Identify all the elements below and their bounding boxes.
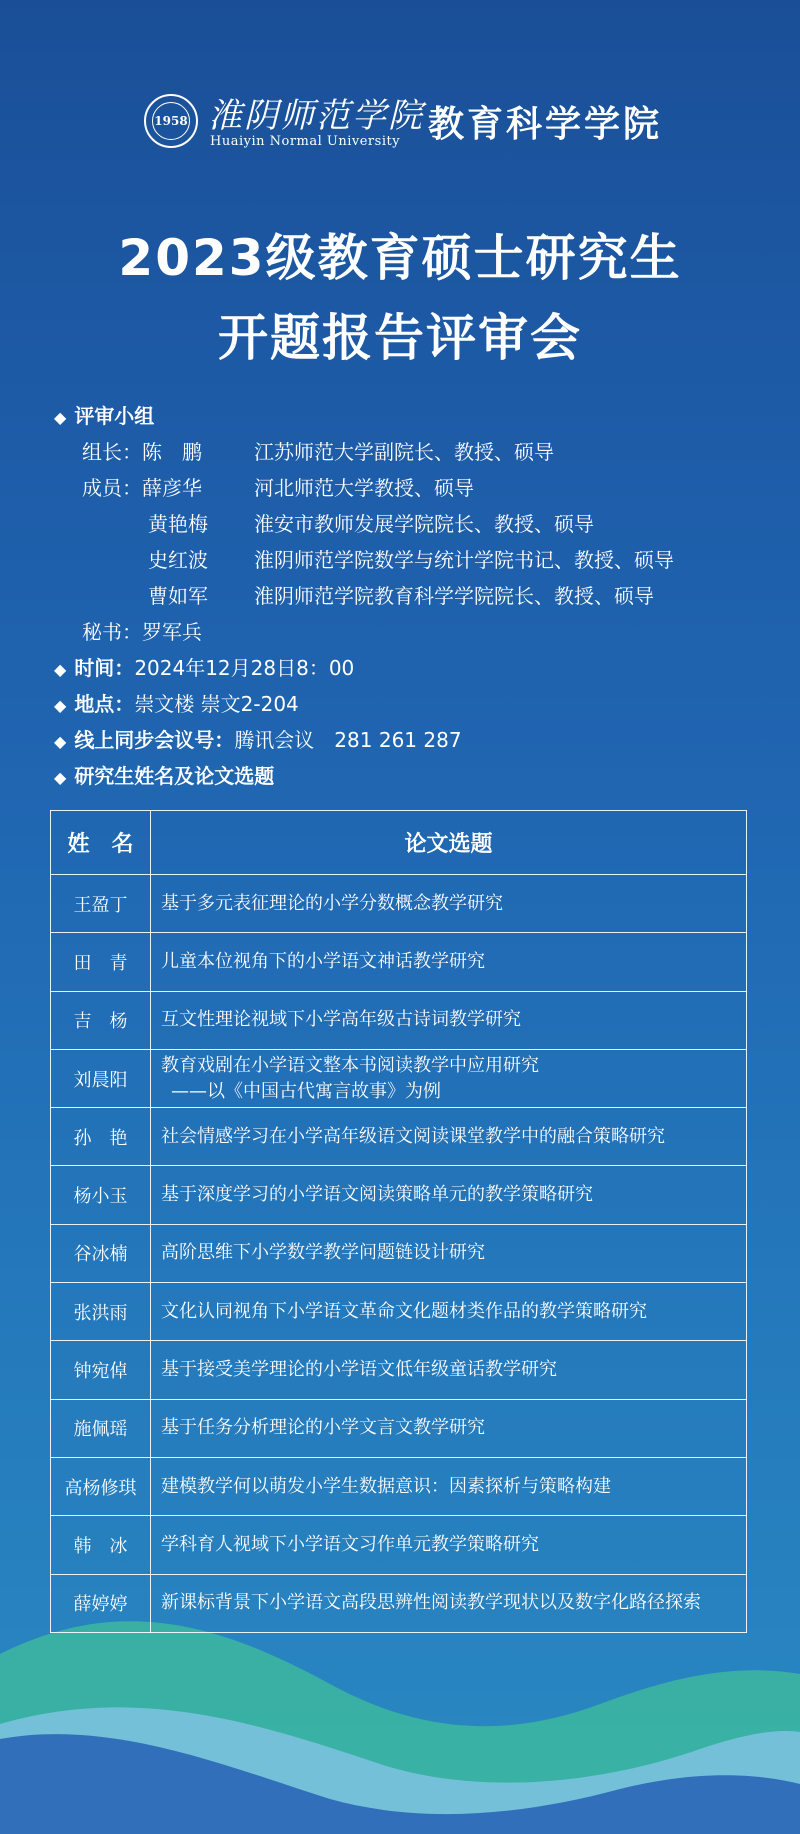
table-row [51, 1399, 747, 1457]
member-desc: 淮安市教师发展学院院长、教授、硕导 [254, 512, 594, 536]
table-row [51, 1166, 747, 1224]
university-seal-icon [144, 94, 198, 148]
diamond-icon: ◆ [54, 408, 67, 427]
student-name: 杨小玉 [51, 1166, 151, 1224]
table-row [51, 1341, 747, 1399]
thesis-topic: 互文性理论视域下小学高年级古诗词教学研究 [151, 991, 747, 1049]
diamond-icon: ◆ [54, 732, 67, 751]
student-name: 王盈丁 [51, 875, 151, 933]
student-name: 韩 冰 [51, 1516, 151, 1574]
student-name: 施佩瑶 [51, 1399, 151, 1457]
thesis-topic: 儿童本位视角下的小学语文神话教学研究 [151, 933, 747, 991]
table-row [51, 991, 747, 1049]
member-name: 曹如军 [148, 584, 208, 608]
thesis-topic: 基于任务分析理论的小学文言文教学研究 [151, 1399, 747, 1457]
panel-heading: 评审小组 [74, 404, 155, 428]
member-name: 黄艳梅 [148, 512, 208, 536]
student-name: 田 青 [51, 933, 151, 991]
university-name-en: Huaiyin Normal University [210, 134, 401, 149]
table-row [51, 1457, 747, 1515]
thesis-topic: 建模教学何以萌发小学生数据意识：因素探析与策略构建 [151, 1457, 747, 1515]
college-name: 教育科学学院 [428, 103, 663, 145]
member-name: 史红波 [148, 548, 208, 572]
thesis-topic: 教育戏剧在小学语文整本书阅读教学中应用研究 [161, 1054, 539, 1076]
online-row [54, 724, 462, 753]
thesis-topic: 文化认同视角下小学语文革命文化题材类作品的教学策略研究 [151, 1283, 747, 1341]
table-row [51, 933, 747, 991]
student-name: 谷冰楠 [51, 1224, 151, 1282]
list-heading-row [54, 760, 274, 789]
thesis-subtitle: ——以《中国古代寓言故事》为例 [171, 1080, 441, 1102]
leader-label: 组长： [82, 440, 142, 464]
secretary-row [82, 616, 202, 645]
place-row [54, 688, 299, 717]
thesis-topic: 基于深度学习的小学语文阅读策略单元的教学策略研究 [151, 1166, 747, 1224]
members-label: 成员： [82, 476, 142, 500]
student-name: 张洪雨 [51, 1283, 151, 1341]
seal-text: 1958 [152, 102, 190, 140]
table-row [51, 1516, 747, 1574]
table-row [51, 875, 747, 933]
online-label: 线上同步会议号： [74, 728, 235, 752]
university-name-cn: 淮阴师范学院 [208, 96, 424, 136]
time-row [54, 652, 354, 681]
thesis-topic: 新课标背景下小学语文高段思辨性阅读教学现状以及数字化路径探索 [151, 1574, 747, 1632]
student-name: 高杨修琪 [51, 1457, 151, 1515]
header [0, 88, 800, 158]
time-value: 2024年12月28日8：00 [134, 656, 355, 680]
secretary-label: 秘书： [82, 620, 142, 644]
panel-heading-row [54, 400, 154, 429]
page-title-line2: 开题报告评审会 [218, 309, 582, 367]
thesis-topic: 社会情感学习在小学高年级语文阅读课堂教学中的融合策略研究 [151, 1108, 747, 1166]
table-header-row [51, 811, 747, 875]
secretary-name: 罗军兵 [142, 620, 202, 644]
member-desc: 淮阴师范学院数学与统计学院书记、教授、硕导 [254, 548, 674, 572]
student-name: 钟宛倬 [51, 1341, 151, 1399]
thesis-topic: 高阶思维下小学数学教学问题链设计研究 [151, 1224, 747, 1282]
page-title-line1: 2023级教育硕士研究生 [118, 229, 682, 287]
diamond-icon: ◆ [54, 660, 67, 679]
topics-table [50, 810, 747, 1633]
student-name: 薛婷婷 [51, 1574, 151, 1632]
place-label: 地点： [74, 692, 135, 716]
member-desc: 河北师范大学教授、硕导 [254, 476, 474, 500]
time-label: 时间： [74, 656, 135, 680]
member-name: 薛彦华 [142, 476, 202, 500]
column-header-name: 姓 名 [51, 811, 151, 875]
online-value: 腾讯会议 281 261 287 [234, 728, 462, 752]
student-name: 孙 艳 [51, 1108, 151, 1166]
thesis-topic: 学科育人视域下小学语文习作单元教学策略研究 [151, 1516, 747, 1574]
table-row [51, 1574, 747, 1632]
thesis-topic: 基于多元表征理论的小学分数概念教学研究 [151, 875, 747, 933]
leader-row [82, 436, 202, 465]
thesis-topic-cell [151, 1049, 747, 1107]
thesis-topic: 基于接受美学理论的小学语文低年级童话教学研究 [151, 1341, 747, 1399]
table-row [51, 1283, 747, 1341]
diamond-icon: ◆ [54, 696, 67, 715]
student-name: 吉 杨 [51, 991, 151, 1049]
leader-name: 陈 鹏 [142, 440, 202, 464]
table-row [51, 1224, 747, 1282]
topics-table-wrap [50, 810, 746, 1642]
column-header-topic: 论文选题 [151, 811, 747, 875]
table-row [51, 1108, 747, 1166]
student-name: 刘晨阳 [51, 1049, 151, 1107]
diamond-icon: ◆ [54, 768, 67, 787]
place-value: 崇文楼 崇文2-204 [134, 692, 299, 716]
list-heading: 研究生姓名及论文选题 [74, 764, 275, 788]
table-row [51, 1049, 747, 1107]
leader-desc: 江苏师范大学副院长、教授、硕导 [254, 440, 554, 464]
member-row [82, 472, 202, 501]
member-desc: 淮阴师范学院教育科学学院院长、教授、硕导 [254, 584, 654, 608]
